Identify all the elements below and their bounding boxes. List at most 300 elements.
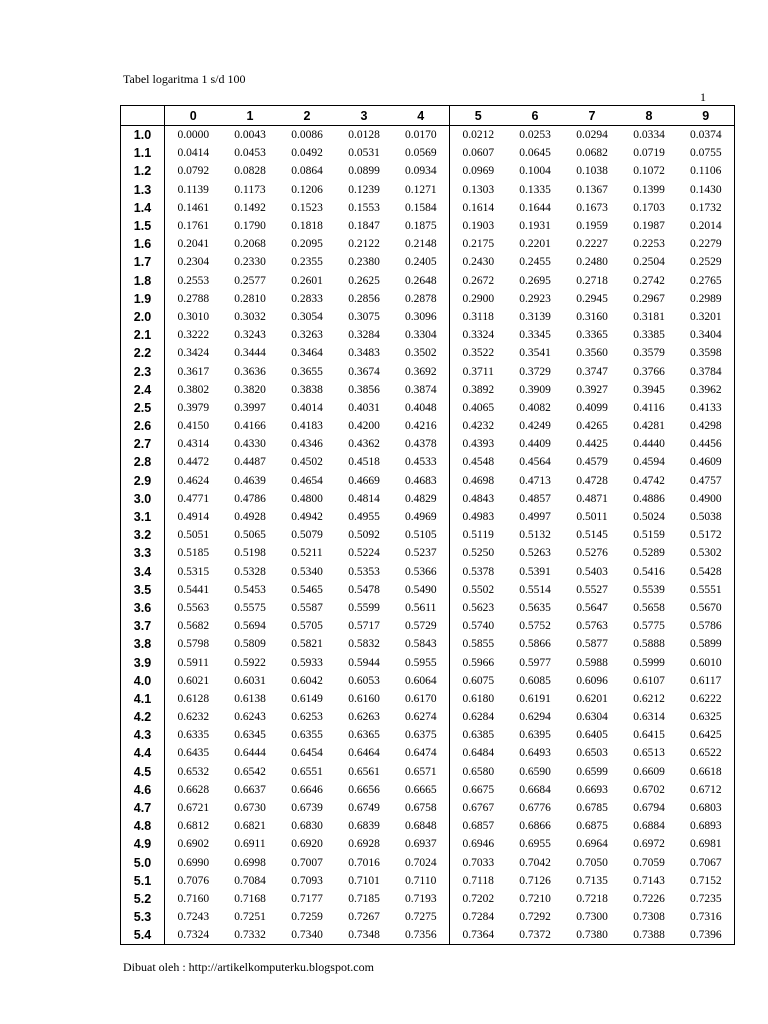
log-value-cell: 0.4757 — [678, 472, 735, 490]
log-value-cell: 0.7067 — [678, 854, 735, 872]
log-value-cell: 0.7275 — [404, 911, 437, 924]
log-value-cell: 0.5428 — [678, 563, 735, 581]
log-value-cell: 0.2923 — [519, 292, 551, 305]
table-row — [121, 690, 735, 708]
log-value-cell: 0.6075 — [450, 672, 507, 690]
log-value-cell: 0.4200 — [348, 420, 380, 433]
log-value-cell: 0.3118 — [450, 308, 507, 326]
log-value-cell: 0.3365 — [576, 329, 608, 342]
log-value-cell: 0.1367 — [576, 183, 608, 196]
log-value-cell: 0.0719 — [633, 147, 665, 160]
log-value-cell: 0.7093 — [291, 874, 323, 887]
row-header: 5.3 — [121, 908, 165, 926]
log-value-cell: 0.5159 — [633, 529, 665, 542]
log-value-cell: 0.5922 — [234, 656, 266, 669]
log-value-cell: 0.6149 — [291, 692, 323, 705]
log-value-cell: 0.6758 — [404, 802, 437, 815]
log-value-cell: 0.5611 — [405, 601, 437, 614]
log-value-cell: 0.6042 — [291, 674, 323, 687]
log-value-cell: 0.3874 — [404, 383, 437, 396]
log-value-cell: 0.5740 — [450, 617, 507, 635]
log-value-cell: 0.4843 — [450, 490, 507, 508]
log-value-cell: 0.0086 — [291, 129, 323, 142]
log-value-cell: 0.4728 — [576, 474, 608, 487]
log-value-cell: 0.3711 — [450, 362, 507, 380]
log-value-cell: 0.0828 — [234, 165, 266, 178]
log-value-cell: 0.4265 — [576, 420, 608, 433]
log-value-cell: 0.1584 — [404, 201, 437, 214]
log-value-cell: 0.2553 — [177, 274, 210, 287]
log-value-cell: 0.6599 — [576, 765, 608, 778]
log-value-cell: 0.5289 — [633, 547, 665, 560]
table-row — [121, 908, 735, 926]
log-value-cell: 0.2695 — [519, 274, 551, 287]
log-value-cell: 0.4425 — [576, 438, 608, 451]
table-row — [121, 617, 735, 635]
log-value-cell: 0.6857 — [450, 817, 507, 835]
table-row — [121, 162, 735, 180]
log-value-cell: 0.6274 — [404, 711, 437, 724]
log-value-cell: 0.5752 — [519, 620, 551, 633]
log-value-cell: 0.2068 — [234, 238, 266, 251]
log-value-cell: 0.7356 — [393, 926, 450, 945]
log-value-cell: 0.4829 — [404, 492, 437, 505]
log-value-cell: 0.3892 — [450, 381, 507, 399]
log-value-cell: 0.4393 — [450, 435, 507, 453]
row-header: 1.7 — [121, 253, 165, 271]
log-value-cell: 0.1673 — [576, 201, 608, 214]
log-value-cell: 0.6702 — [633, 783, 665, 796]
table-row — [121, 490, 735, 508]
log-value-cell: 0.4014 — [291, 401, 323, 414]
log-value-cell: 0.6314 — [633, 711, 665, 724]
row-header: 2.1 — [121, 326, 165, 344]
log-value-cell: 0.7202 — [450, 890, 507, 908]
log-value-cell: 0.4048 — [404, 401, 437, 414]
log-value-cell: 0.6693 — [576, 783, 608, 796]
log-value-cell: 0.3729 — [519, 365, 551, 378]
log-value-cell: 0.6212 — [633, 692, 665, 705]
log-value-cell: 0.4116 — [633, 401, 665, 414]
log-value-cell: 0.5539 — [633, 583, 665, 596]
log-value-cell: 0.5237 — [404, 547, 437, 560]
log-value-cell: 0.5263 — [519, 547, 551, 560]
log-value-cell: 0.7160 — [177, 892, 210, 905]
log-value-cell: 0.5647 — [576, 601, 608, 614]
log-value-cell: 0.3181 — [633, 310, 665, 323]
row-header: 5.2 — [121, 890, 165, 908]
row-header: 3.4 — [121, 563, 165, 581]
log-value-cell: 0.6911 — [234, 838, 266, 851]
log-value-cell: 0.6542 — [234, 765, 266, 778]
log-value-cell: 0.7110 — [405, 874, 437, 887]
log-value-cell: 0.5599 — [348, 601, 380, 614]
table-row — [121, 563, 735, 581]
log-value-cell: 0.5966 — [450, 653, 507, 671]
log-value-cell: 0.2856 — [348, 292, 380, 305]
table-row — [121, 181, 735, 199]
log-value-cell: 0.5635 — [519, 601, 551, 614]
log-value-cell: 0.1206 — [291, 183, 323, 196]
log-value-cell: 0.1492 — [234, 201, 266, 214]
log-value-cell: 0.3096 — [404, 310, 437, 323]
log-value-cell: 0.6571 — [404, 765, 437, 778]
log-value-cell: 0.3304 — [404, 329, 437, 342]
log-value-cell: 0.4082 — [519, 401, 551, 414]
log-value-cell: 0.5955 — [404, 656, 437, 669]
row-header: 5.4 — [121, 926, 165, 945]
log-value-cell: 0.6325 — [678, 708, 735, 726]
log-value-cell: 0.6848 — [404, 820, 437, 833]
log-value-cell: 0.6513 — [633, 747, 665, 760]
log-value-cell: 0.5366 — [404, 565, 437, 578]
log-value-cell: 0.0569 — [404, 147, 437, 160]
log-value-cell: 0.2718 — [576, 274, 608, 287]
log-value-cell: 0.2577 — [234, 274, 266, 287]
log-value-cell: 0.2304 — [177, 256, 210, 269]
log-value-cell: 0.6375 — [404, 729, 437, 742]
table-row — [121, 144, 735, 162]
log-value-cell: 0.5391 — [519, 565, 551, 578]
log-value-cell: 0.7251 — [234, 911, 266, 924]
column-header-3: 3 — [336, 106, 393, 126]
log-value-cell: 0.3345 — [519, 329, 551, 342]
log-value-cell: 0.6415 — [633, 729, 665, 742]
log-value-cell: 0.7364 — [450, 926, 507, 945]
log-value-cell: 0.3075 — [348, 310, 380, 323]
log-value-cell: 0.7168 — [234, 892, 266, 905]
log-value-cell: 0.5092 — [348, 529, 380, 542]
table-row — [121, 381, 735, 399]
log-value-cell: 0.6580 — [450, 763, 507, 781]
log-value-cell: 0.3560 — [576, 347, 608, 360]
log-value-cell: 0.4346 — [291, 438, 323, 451]
log-value-cell: 0.5119 — [450, 526, 507, 544]
log-value-cell: 0.3201 — [678, 308, 735, 326]
log-value-cell: 0.6920 — [291, 838, 323, 851]
log-value-cell: 0.4249 — [519, 420, 551, 433]
log-value-cell: 0.3617 — [177, 365, 210, 378]
row-header: 4.4 — [121, 744, 165, 762]
log-value-cell: 0.6201 — [576, 692, 608, 705]
log-value-cell: 0.4942 — [291, 511, 323, 524]
log-value-cell: 0.2989 — [678, 290, 735, 308]
log-value-cell: 0.5403 — [576, 565, 608, 578]
log-value-cell: 0.5224 — [348, 547, 380, 560]
log-value-cell: 0.6981 — [678, 835, 735, 853]
log-value-cell: 0.7396 — [678, 926, 735, 945]
log-value-cell: 0.6776 — [519, 802, 551, 815]
log-value-cell: 0.1959 — [576, 220, 608, 233]
column-header-0: 0 — [165, 106, 222, 126]
log-value-cell: 0.7185 — [348, 892, 380, 905]
log-value-cell: 0.5899 — [678, 635, 735, 653]
table-row — [121, 599, 735, 617]
log-value-cell: 0.6998 — [234, 856, 266, 869]
log-value-cell: 0.4518 — [348, 456, 380, 469]
log-value-cell: 0.6551 — [291, 765, 323, 778]
document-title: Tabel logaritma 1 s/d 100 — [123, 72, 246, 86]
row-header: 4.5 — [121, 763, 165, 781]
row-header: 2.5 — [121, 399, 165, 417]
log-value-cell: 0.7324 — [165, 926, 222, 945]
log-value-cell: 0.0043 — [234, 129, 266, 142]
log-value-cell: 0.6739 — [291, 802, 323, 815]
row-header: 1.2 — [121, 162, 165, 180]
log-value-cell: 0.6955 — [519, 838, 551, 851]
log-value-cell: 0.6609 — [633, 765, 665, 778]
row-header: 3.7 — [121, 617, 165, 635]
log-value-cell: 0.2253 — [633, 238, 665, 251]
log-value-cell: 0.6405 — [576, 729, 608, 742]
table-row — [121, 508, 735, 526]
log-value-cell: 0.1987 — [633, 220, 665, 233]
log-value-cell: 0.5378 — [450, 563, 507, 581]
log-value-cell: 0.5999 — [633, 656, 665, 669]
log-value-cell: 0.6803 — [678, 799, 735, 817]
log-value-cell: 0.6646 — [291, 783, 323, 796]
log-value-cell: 0.0531 — [348, 147, 380, 160]
log-value-cell: 0.0334 — [633, 129, 665, 142]
log-value-cell: 0.2601 — [291, 274, 323, 287]
column-header-8: 8 — [621, 106, 678, 126]
log-value-cell: 0.5798 — [177, 638, 210, 651]
column-header-5: 5 — [450, 106, 507, 126]
log-value-cell: 0.4624 — [177, 474, 210, 487]
log-value-cell: 0.4900 — [678, 490, 735, 508]
log-value-cell: 0.4378 — [404, 438, 437, 451]
log-value-cell: 0.7126 — [519, 874, 551, 887]
table-row — [121, 435, 735, 453]
log-value-cell: 0.3243 — [234, 329, 266, 342]
log-value-cell: 0.3655 — [291, 365, 323, 378]
log-value-cell: 0.4166 — [234, 420, 266, 433]
log-value-cell: 0.5038 — [678, 508, 735, 526]
log-value-cell: 0.2430 — [450, 253, 507, 271]
row-header: 1.5 — [121, 217, 165, 235]
log-value-cell: 0.3927 — [576, 383, 608, 396]
log-value-cell: 0.7316 — [678, 908, 735, 926]
log-value-cell: 0.4814 — [348, 492, 380, 505]
log-value-cell: 0.6096 — [576, 674, 608, 687]
table-row — [121, 890, 735, 908]
log-value-cell: 0.1106 — [678, 162, 735, 180]
log-value-cell: 0.7218 — [576, 892, 608, 905]
log-value-cell: 0.4742 — [633, 474, 665, 487]
log-value-cell: 0.6532 — [177, 765, 210, 778]
log-value-cell: 0.7033 — [450, 854, 507, 872]
log-value-cell: 0.6875 — [576, 820, 608, 833]
log-value-cell: 0.6365 — [348, 729, 380, 742]
log-value-cell: 0.4440 — [633, 438, 665, 451]
row-header: 1.8 — [121, 272, 165, 290]
table-row — [121, 272, 735, 290]
table-row — [121, 217, 735, 235]
log-value-cell: 0.3502 — [404, 347, 437, 360]
log-value-cell: 0.6053 — [348, 674, 380, 687]
log-value-cell: 0.5933 — [291, 656, 323, 669]
log-value-cell: 0.6590 — [519, 765, 551, 778]
log-value-cell: 0.1703 — [633, 201, 665, 214]
log-value-cell: 0.1072 — [633, 165, 665, 178]
log-value-cell: 0.6232 — [177, 711, 210, 724]
log-value-cell: 0.4216 — [404, 420, 437, 433]
log-value-cell: 0.0792 — [177, 165, 210, 178]
table-row — [121, 872, 735, 890]
log-value-cell: 0.6222 — [678, 690, 735, 708]
table-row — [121, 726, 735, 744]
log-value-cell: 0.6345 — [234, 729, 266, 742]
row-header: 1.1 — [121, 144, 165, 162]
log-value-cell: 0.5988 — [576, 656, 608, 669]
log-value-cell: 0.2122 — [348, 238, 380, 251]
log-value-cell: 0.5623 — [450, 599, 507, 617]
log-value-cell: 0.6884 — [633, 820, 665, 833]
log-value-cell: 0.5011 — [576, 511, 608, 524]
column-header-4: 4 — [393, 106, 450, 126]
log-value-cell: 0.4456 — [678, 435, 735, 453]
log-value-cell: 0.2201 — [519, 238, 551, 251]
log-value-cell: 0.3483 — [348, 347, 380, 360]
log-value-cell: 0.7042 — [519, 856, 551, 869]
log-value-cell: 0.5328 — [234, 565, 266, 578]
log-value-cell: 0.6893 — [678, 817, 735, 835]
log-value-cell: 0.5065 — [234, 529, 266, 542]
log-value-cell: 0.6785 — [576, 802, 608, 815]
log-value-cell: 0.1399 — [633, 183, 665, 196]
log-value-cell: 0.4298 — [678, 417, 735, 435]
log-value-cell: 0.6170 — [404, 692, 437, 705]
table-row — [121, 308, 735, 326]
log-value-cell: 0.3674 — [348, 365, 380, 378]
log-value-cell: 0.2529 — [678, 253, 735, 271]
log-value-cell: 0.4330 — [234, 438, 266, 451]
log-value-cell: 0.3404 — [678, 326, 735, 344]
log-value-cell: 0.2480 — [576, 256, 608, 269]
log-value-cell: 0.7076 — [177, 874, 210, 887]
log-value-cell: 0.1818 — [291, 220, 323, 233]
log-value-cell: 0.1614 — [450, 199, 507, 217]
table-row — [121, 854, 735, 872]
log-value-cell: 0.7193 — [404, 892, 437, 905]
log-value-cell: 0.6021 — [177, 674, 210, 687]
log-value-cell: 0.5763 — [576, 620, 608, 633]
row-header: 4.0 — [121, 672, 165, 690]
log-value-cell: 0.5729 — [404, 620, 437, 633]
log-value-cell: 0.2878 — [404, 292, 437, 305]
log-value-cell: 0.0682 — [576, 147, 608, 160]
log-value-cell: 0.1461 — [177, 201, 210, 214]
log-value-cell: 0.7059 — [633, 856, 665, 869]
log-value-cell: 0.2095 — [291, 238, 323, 251]
log-value-cell: 0.1523 — [291, 201, 323, 214]
log-value-cell: 0.4983 — [450, 508, 507, 526]
log-value-cell: 0.5024 — [633, 511, 665, 524]
row-header: 1.0 — [121, 126, 165, 145]
log-value-cell: 0.4579 — [576, 456, 608, 469]
log-value-cell: 0.3747 — [576, 365, 608, 378]
log-value-cell: 0.3522 — [450, 344, 507, 362]
row-header: 4.9 — [121, 835, 165, 853]
log-value-cell: 0.6284 — [450, 708, 507, 726]
log-value-cell: 0.4594 — [633, 456, 665, 469]
log-value-cell: 0.6946 — [450, 835, 507, 853]
row-header: 4.8 — [121, 817, 165, 835]
log-value-cell: 0.6730 — [234, 802, 266, 815]
log-value-cell: 0.6335 — [177, 729, 210, 742]
log-value-cell: 0.6191 — [519, 692, 551, 705]
log-value-cell: 0.4150 — [177, 420, 210, 433]
log-value-cell: 0.6618 — [678, 763, 735, 781]
log-value-cell: 0.2041 — [177, 238, 210, 251]
log-value-cell: 0.7084 — [234, 874, 266, 887]
log-value-cell: 0.2788 — [177, 292, 210, 305]
log-value-cell: 0.7292 — [519, 911, 551, 924]
log-value-cell: 0.5877 — [576, 638, 608, 651]
log-value-cell: 0.2014 — [678, 217, 735, 235]
table-row — [121, 235, 735, 253]
log-value-cell: 0.6243 — [234, 711, 266, 724]
log-value-cell: 0.5340 — [291, 565, 323, 578]
log-value-cell: 0.6503 — [576, 747, 608, 760]
log-value-cell: 0.5145 — [576, 529, 608, 542]
log-value-cell: 0.6821 — [234, 820, 266, 833]
row-header: 3.8 — [121, 635, 165, 653]
log-value-cell: 0.2279 — [678, 235, 735, 253]
log-value-cell: 0.5416 — [633, 565, 665, 578]
log-value-cell: 0.6964 — [576, 838, 608, 851]
log-value-cell: 0.1875 — [404, 220, 437, 233]
table-row — [121, 744, 735, 762]
log-value-cell: 0.3945 — [633, 383, 665, 396]
log-value-cell: 0.4232 — [450, 417, 507, 435]
log-value-cell: 0.6721 — [177, 802, 210, 815]
log-value-cell: 0.4997 — [519, 511, 551, 524]
row-header: 4.7 — [121, 799, 165, 817]
log-value-cell: 0.5185 — [177, 547, 210, 560]
row-header: 2.6 — [121, 417, 165, 435]
log-value-cell: 0.6675 — [450, 781, 507, 799]
log-value-cell: 0.7332 — [222, 926, 279, 945]
log-value-cell: 0.5172 — [678, 526, 735, 544]
row-header: 2.4 — [121, 381, 165, 399]
log-value-cell: 0.7050 — [576, 856, 608, 869]
log-value-cell: 0.3784 — [678, 362, 735, 380]
row-header: 3.1 — [121, 508, 165, 526]
log-value-cell: 0.5944 — [348, 656, 380, 669]
table-row — [121, 835, 735, 853]
log-value-cell: 0.6767 — [450, 799, 507, 817]
log-value-cell: 0.1430 — [678, 181, 735, 199]
log-value-cell: 0.6454 — [291, 747, 323, 760]
row-header: 5.1 — [121, 872, 165, 890]
log-value-cell: 0.6117 — [678, 672, 735, 690]
log-value-cell: 0.3962 — [678, 381, 735, 399]
log-value-cell: 0.3636 — [234, 365, 266, 378]
log-value-cell: 0.5694 — [234, 620, 266, 633]
corner-cell — [121, 106, 165, 126]
log-value-cell: 0.6484 — [450, 744, 507, 762]
row-header: 3.6 — [121, 599, 165, 617]
log-value-cell: 0.7348 — [336, 926, 393, 945]
table-body — [121, 126, 735, 945]
table-row — [121, 817, 735, 835]
table-row — [121, 326, 735, 344]
log-value-cell: 0.2672 — [450, 272, 507, 290]
log-value-cell: 0.5575 — [234, 601, 266, 614]
table-row — [121, 635, 735, 653]
log-value-cell: 0.4472 — [177, 456, 210, 469]
